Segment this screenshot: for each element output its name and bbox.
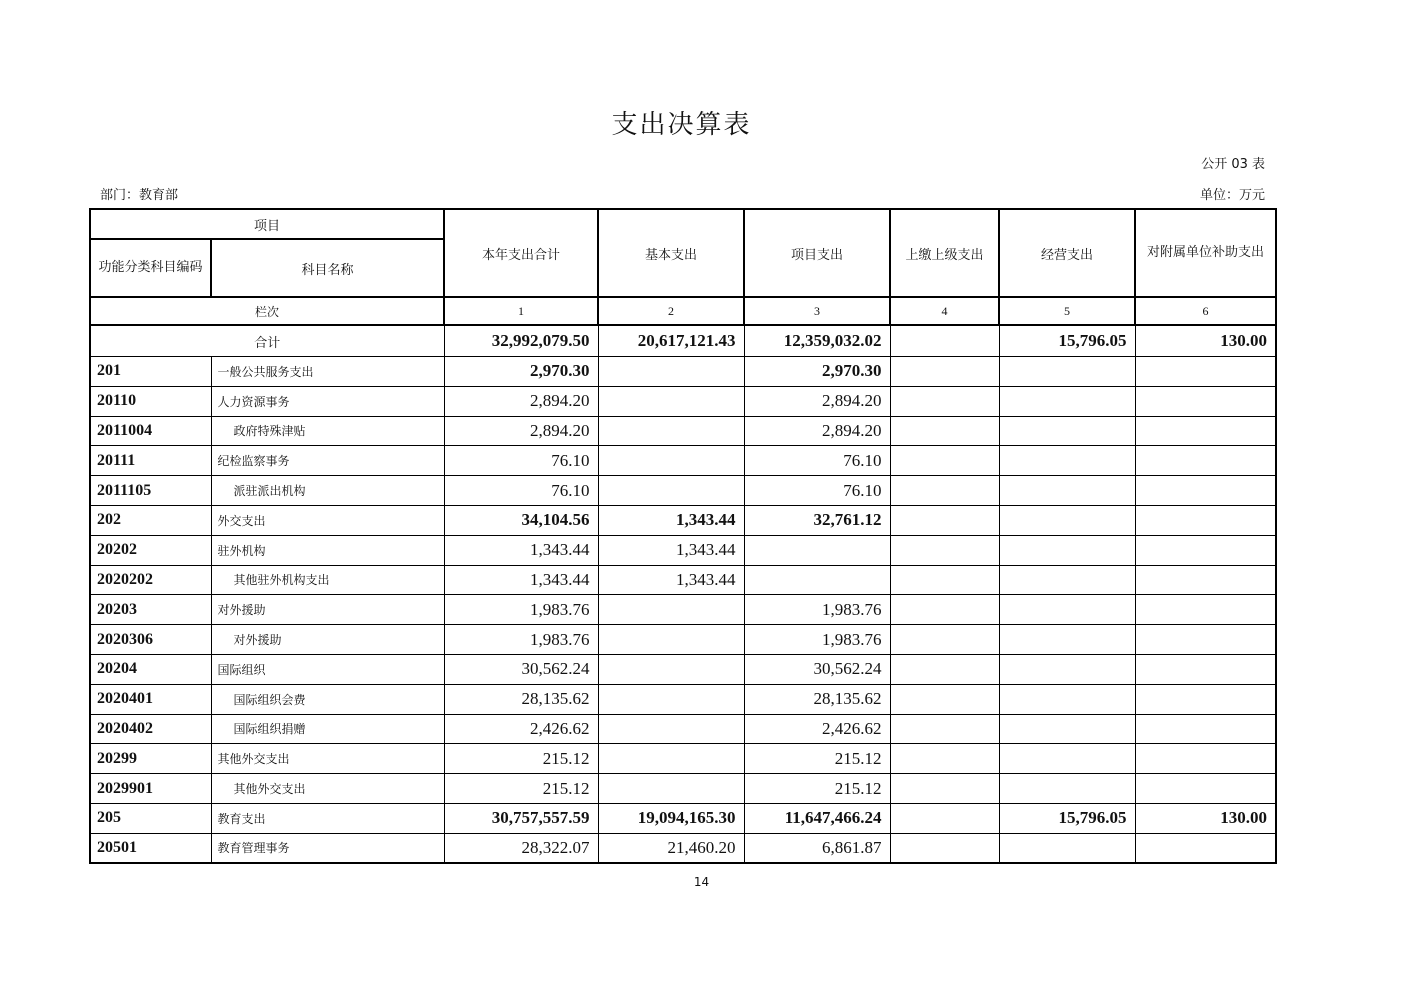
table-row [90,446,1276,476]
table-row [90,714,1276,744]
row-value [598,684,744,714]
total-row [90,325,1276,357]
row-value: 2,894.20 [744,416,890,446]
table-row [90,654,1276,684]
row-value [890,357,999,387]
table-row [90,595,1276,625]
row-value [598,386,744,416]
row-value [890,416,999,446]
row-value [1135,357,1276,387]
row-value: 130.00 [1135,803,1276,833]
row-value [598,446,744,476]
row-value: 76.10 [444,476,598,506]
row-value [1135,416,1276,446]
row-value: 1,983.76 [744,595,890,625]
row-value [890,714,999,744]
header-name: 科目名称 [211,239,444,297]
row-value: 30,562.24 [444,654,598,684]
header-item: 项目 [90,209,444,239]
row-code: 201 [90,357,211,387]
unit-label: 单位：万元 [1199,188,1265,203]
row-value [999,595,1135,625]
row-code: 202 [90,505,211,535]
row-value [890,476,999,506]
row-value [999,416,1135,446]
row-value: 28,135.62 [744,684,890,714]
row-value [598,744,744,774]
row-value [999,505,1135,535]
row-value [890,833,999,863]
page-number: 14 [693,875,710,889]
row-code: 2011004 [90,416,211,446]
table-row [90,565,1276,595]
header-col3: 项目支出 [744,209,890,297]
row-value: 76.10 [444,446,598,476]
row-value [1135,714,1276,744]
row-name: 纪检监察事务 [211,446,444,476]
total-value [890,325,999,357]
row-value [598,476,744,506]
row-value: 2,426.62 [744,714,890,744]
row-name: 派驻派出机构 [211,476,444,506]
row-value [598,625,744,655]
row-name: 国际组织捐赠 [211,714,444,744]
row-name: 国际组织会费 [211,684,444,714]
row-value [890,565,999,595]
row-value [999,386,1135,416]
row-value: 34,104.56 [444,505,598,535]
row-value [890,595,999,625]
row-value: 1,983.76 [444,625,598,655]
row-name: 驻外机构 [211,535,444,565]
total-value: 32,992,079.50 [444,325,598,357]
row-code: 2011105 [90,476,211,506]
row-value [999,714,1135,744]
table-row [90,505,1276,535]
header-col2: 基本支出 [598,209,744,297]
row-code: 20204 [90,654,211,684]
row-value [999,744,1135,774]
row-value [598,714,744,744]
row-code: 2020401 [90,684,211,714]
row-value [598,595,744,625]
row-value: 19,094,165.30 [598,803,744,833]
row-value [890,803,999,833]
row-value [1135,684,1276,714]
row-code: 2029901 [90,774,211,804]
row-value [1135,535,1276,565]
lanci-num: 6 [1135,297,1276,325]
row-value [999,565,1135,595]
row-value: 6,861.87 [744,833,890,863]
header-lanci: 栏次 [90,297,444,325]
page-title: 支出决算表 [611,110,752,140]
row-value: 1,983.76 [744,625,890,655]
lanci-num: 1 [444,297,598,325]
total-value: 15,796.05 [999,325,1135,357]
row-value [890,684,999,714]
row-value: 1,983.76 [444,595,598,625]
table-row [90,833,1276,863]
row-value [890,774,999,804]
row-value: 32,761.12 [744,505,890,535]
row-value: 1,343.44 [598,505,744,535]
row-name: 外交支出 [211,505,444,535]
row-value [1135,386,1276,416]
row-value: 215.12 [744,744,890,774]
row-value: 2,970.30 [744,357,890,387]
row-value [1135,833,1276,863]
row-name: 人力资源事务 [211,386,444,416]
row-name: 教育管理事务 [211,833,444,863]
row-value: 2,894.20 [444,416,598,446]
row-value [598,416,744,446]
row-value [890,744,999,774]
row-value [890,386,999,416]
lanci-num: 5 [999,297,1135,325]
row-value: 21,460.20 [598,833,744,863]
row-code: 20299 [90,744,211,774]
row-code: 205 [90,803,211,833]
table-row [90,476,1276,506]
table-row [90,744,1276,774]
row-name: 对外援助 [211,625,444,655]
total-value: 12,359,032.02 [744,325,890,357]
row-value [999,684,1135,714]
row-value [1135,654,1276,684]
row-value: 11,647,466.24 [744,803,890,833]
row-name: 一般公共服务支出 [211,357,444,387]
lanci-num: 4 [890,297,999,325]
total-value: 20,617,121.43 [598,325,744,357]
row-value [1135,476,1276,506]
row-code: 2020306 [90,625,211,655]
row-value: 1,343.44 [444,565,598,595]
row-value [744,565,890,595]
table-row [90,803,1276,833]
header-col5: 经营支出 [999,209,1135,297]
row-code: 20202 [90,535,211,565]
row-value: 1,343.44 [598,565,744,595]
lanci-num: 3 [744,297,890,325]
row-name: 政府特殊津贴 [211,416,444,446]
department-label: 部门：教育部 [100,188,179,203]
row-name: 国际组织 [211,654,444,684]
row-value [598,654,744,684]
total-value: 130.00 [1135,325,1276,357]
row-value: 30,757,557.59 [444,803,598,833]
row-value: 28,322.07 [444,833,598,863]
row-value [999,446,1135,476]
header-col4: 上缴上级支出 [890,209,999,297]
row-value [999,774,1135,804]
row-value [1135,625,1276,655]
form-number: 公开 03 表 [1201,157,1265,172]
table-row [90,416,1276,446]
row-value: 215.12 [744,774,890,804]
row-value: 76.10 [744,446,890,476]
row-code: 20501 [90,833,211,863]
row-value [1135,565,1276,595]
header-code: 功能分类科目编码 [90,239,211,297]
row-value: 1,343.44 [598,535,744,565]
table-row [90,386,1276,416]
row-value: 2,894.20 [444,386,598,416]
total-label: 合计 [90,325,444,357]
table-body [90,325,1276,863]
row-value [1135,595,1276,625]
table-row [90,535,1276,565]
row-value: 1,343.44 [444,535,598,565]
row-value: 2,970.30 [444,357,598,387]
row-value [890,446,999,476]
row-name: 教育支出 [211,803,444,833]
row-code: 2020402 [90,714,211,744]
table-row [90,774,1276,804]
row-value [999,476,1135,506]
row-name: 其他外交支出 [211,774,444,804]
row-value [1135,774,1276,804]
header-col1: 本年支出合计 [444,209,598,297]
row-value [598,774,744,804]
row-name: 其他外交支出 [211,744,444,774]
row-value [999,833,1135,863]
row-value [999,357,1135,387]
row-value [1135,446,1276,476]
row-value [999,654,1135,684]
row-value: 28,135.62 [444,684,598,714]
row-value: 2,426.62 [444,714,598,744]
row-value [890,535,999,565]
row-value: 215.12 [444,774,598,804]
row-value: 76.10 [744,476,890,506]
row-value [1135,744,1276,774]
row-value [890,505,999,535]
row-name: 其他驻外机构支出 [211,565,444,595]
lanci-num: 2 [598,297,744,325]
row-value [999,625,1135,655]
row-value: 2,894.20 [744,386,890,416]
row-value: 215.12 [444,744,598,774]
row-value: 15,796.05 [999,803,1135,833]
row-value [890,654,999,684]
row-code: 20203 [90,595,211,625]
table-row [90,357,1276,387]
row-value: 30,562.24 [744,654,890,684]
row-code: 2020202 [90,565,211,595]
row-name: 对外援助 [211,595,444,625]
expenditure-table [89,208,1277,864]
header-col6: 对附属单位补助支出 [1135,209,1276,297]
table-row [90,625,1276,655]
row-value [598,357,744,387]
row-value [744,535,890,565]
row-value [890,625,999,655]
table-row [90,684,1276,714]
row-code: 20111 [90,446,211,476]
row-code: 20110 [90,386,211,416]
row-value [1135,505,1276,535]
row-value [999,535,1135,565]
